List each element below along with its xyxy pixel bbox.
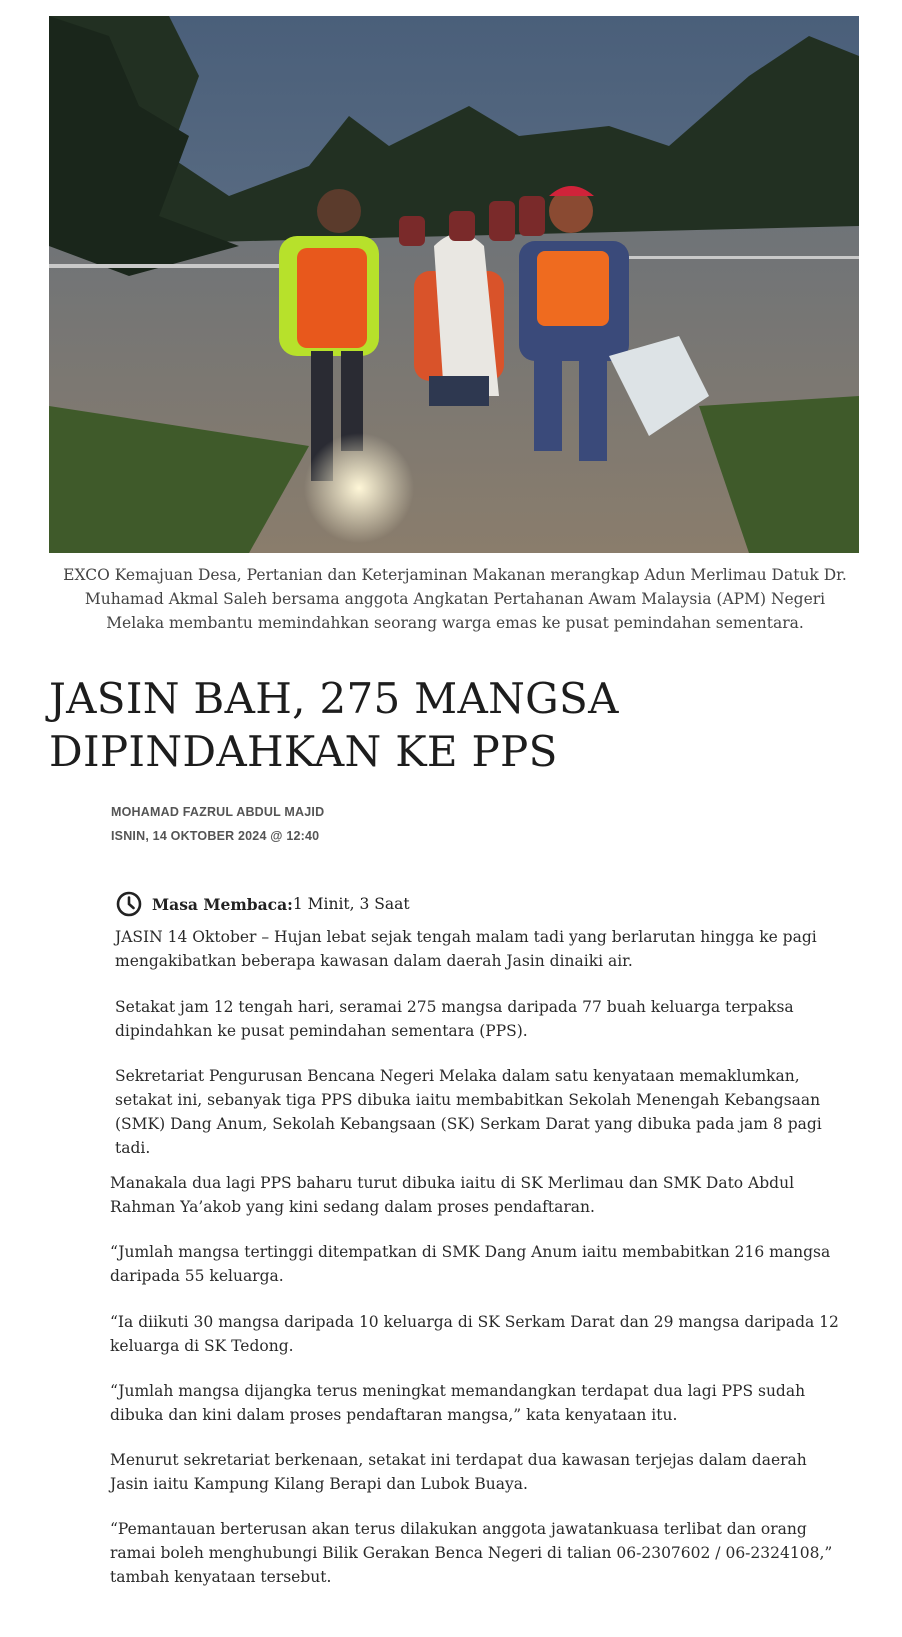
article-photo[interactable] xyxy=(49,16,859,553)
paragraph-2: Setakat jam 12 tengah hari, seramai 275 mangsa daripada 77 buah keluarga terpaksa dipindahkan ke pusat pemindahan sementara (PPS). xyxy=(115,998,794,1040)
publish-date: ISNIN, 14 OKTOBER 2024 @ 12:40 xyxy=(111,829,320,843)
paragraph-5: “Jumlah mangsa tertinggi ditempatkan di SMK Dang Anum iaitu membabitkan 216 mangsa daripada 55 keluarga. xyxy=(110,1243,831,1285)
article-title-line-2: DIPINDAHKAN KE PPS xyxy=(49,727,558,776)
paragraph-6: “Ia diikuti 30 mangsa daripada 10 keluarga di SK Serkam Darat dan 29 mangsa daripada 12 keluarga di SK Tedong. xyxy=(110,1313,839,1355)
photo-caption: EXCO Kemajuan Desa, Pertanian dan Keterjaminan Makanan merangkap Adun Merlimau Datuk Dr. Muhamad Akmal Saleh bersama anggota Angkatan Pertahanan Awam Malaysia (APM) Negeri Melaka membantu memindahkan seorang warga emas ke pusat pemindahan sementara. xyxy=(63,566,847,632)
reading-time-value: 1 Minit, 3 Saat xyxy=(292,895,410,913)
paragraph-9: “Pemantauan berterusan akan terus dilakukan anggota jawatankuasa terlibat dan orang ramai boleh menghubungi Bilik Gerakan Benca Negeri di talian 06-2307602 / 06-2324108,” tambah kenyataan tersebut. xyxy=(110,1520,833,1586)
article-title-line-1: JASIN BAH, 275 MANGSA xyxy=(49,674,619,723)
article-title xyxy=(49,672,849,778)
author-name[interactable]: MOHAMAD FAZRUL ABDUL MAJID xyxy=(111,805,325,819)
byline xyxy=(111,800,324,848)
clock-icon xyxy=(115,890,143,918)
reading-time xyxy=(115,889,410,919)
paragraph-3: Sekretariat Pengurusan Bencana Negeri Melaka dalam satu kenyataan memaklumkan, setakat ini, sebanyak tiga PPS dibuka iaitu membabitkan Sekolah Menengah Kebangsaan (SMK) Dang Anum, Sekolah Kebangsaan (SK) Serkam Darat yang dibuka pada jam 8 pagi tadi. xyxy=(115,1067,822,1157)
paragraph-4: Manakala dua lagi PPS baharu turut dibuka iaitu di SK Merlimau dan SMK Dato Abdul Rahman Ya’akob yang kini sedang dalam proses pendaftaran. xyxy=(110,1174,795,1216)
paragraph-1: JASIN 14 Oktober – Hujan lebat sejak tengah malam tadi yang berlarutan hingga ke pagi mengakibatkan beberapa kawasan dalam daerah Jasin dinaiki air. xyxy=(115,928,817,970)
paragraph-8: Menurut sekretariat berkenaan, setakat ini terdapat dua kawasan terjejas dalam daerah Jasin iaitu Kampung Kilang Berapi dan Lubok Buaya. xyxy=(110,1451,807,1493)
paragraph-7: “Jumlah mangsa dijangka terus meningkat memandangkan terdapat dua lagi PPS sudah dibuka dan kini dalam proses pendaftaran mangsa,” kata kenyataan itu. xyxy=(110,1382,806,1424)
reading-time-label: Masa Membaca: xyxy=(152,894,293,914)
